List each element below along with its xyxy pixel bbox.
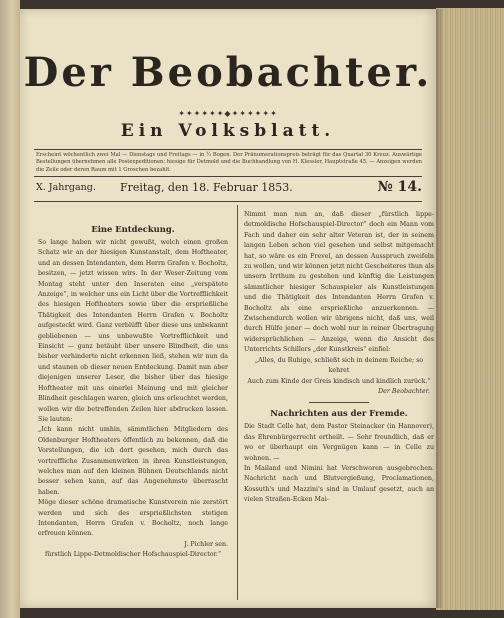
publication-info: Erscheint wöchentlich zwei Mal — Dienstags und Freitags — in ½ Bogen. Der Pränumerationspreis beträgt für das Quartal 30 Kreuz. Auswärtige Bestellungen übernehmen alle Postexpeditionen; hiesige für Detmold und die Buchhandlung von H. Klessler, Hauptstraße 45. — Anzeigen werden die Zeile oder deren Raum mit 1 Groschen bezahlt. [36,152,422,173]
dateline [36,179,422,197]
left-column [38,222,228,561]
masthead-ornament: ✦✦✦✦✦✦◆✦✦✦✦✦✦ [178,109,278,118]
quote-signature: J. Pichler sen. [184,540,228,548]
news-paragraph: Die Stadt Celle hat, dem Pastor Steinacker (in Hannover), das Ehrenbürgerrecht ertheilt. — Sehr freundlich, daß er wo er überhaupt ein Vergnügen kann — in Celle zu wohnen. — [244,423,434,462]
info-rule [34,176,422,177]
column-divider [237,205,238,600]
verse-line: „Alles, du Ruhige, schließt sich in deinem Reiche; so kehret [254,356,424,375]
gutter-shadow [436,9,444,608]
section-heading: Nachrichten aus der Fremde. [270,408,408,419]
article-paragraph: So lange haben wir nicht gewußt, welch einen großen Schatz wir an der hiesigen Kunstanstalt, dem Hoftheater, und an dessen Intendanten, dem Herrn Grafen v. Bocholtz, besitzen, — jetzt wissen wirs. In der Weser-Zeitung vom Montag steht unter den Inseraten eine „verspätete Anzeige“, in welcher uns ein Licht über die Vortrefflichkeit des hiesigen Hoftheaters sowie über die ersprießliche Thätigkeit des Intendanten Herrn Grafen v. Bocholtz aufgesteckt wird. Ganz verblüfft über diese uns unbekannt gebliebenen — uns unbewußte Vortrefflichkeit und Einsicht — ganz betäubt über unsere Blindheit, die uns bisher verhinderte nicht erkennen ließ, stehen wir nun da und staunen ob dieser neuen Entdeckung. Damit nun aber diejenigen unserer Leser, die bisher über das hiesige Hoftheater mit uns einerlei Meinung und mit gleicher Blindheit geschlagen waren, gleich uns erleuchtet werden, wollen wir die betreffenden Zeilen hier abdrucken lassen. Sie lauten: [38,239,228,423]
volume-label: X. Jahrgang. [36,182,96,193]
article-paragraph: Nimmt man nun an, daß dieser „fürstlich lippe-detmoldische Hofschauspiel-Director“ doch ein Mann vom Fach und daher ein sehr alter Veteran ist, der in seinem langen Leben schon viel gesehen und selbst mitgemacht hat, so wäre es ein Frevel, an dessen Ausspruch zweifeln zu wollen, und wir können jetzt nicht Gescheiteres thun als unsern Irrthum zu gestehen und künftig die Leistungen sämmtlicher hiesiger Schauspieler als Kunstleistungen und die Thätigkeit des Intendanten Herrn Grafen v. Bocholtz als eine ersprießliche anzuerkennen. — Zwischendurch wollen wir übrigens nicht, daß uns, weil durch Hülfe jener — doch wohl nur in reiner Übertragung widersprüchlichen — Anzeige, wenn die Ansicht des Unterrichts Schillers „der Kunstkreis“ einfiel: [244,211,434,354]
article-paragraph: Möge dieser schöne dramatische Kunstverein nie zerstört werden und sich des ersprießlichsten stetigen Intendanten, Herrn Grafen v. Bocholtz, noch lange erfreuen können. [38,499,228,538]
top-rule [34,149,422,150]
dateline-rule [34,201,422,202]
newspaper-page [20,9,436,608]
right-column [244,210,434,506]
left-binding [0,0,20,618]
quote-closing: fürstlich Lippe-Detmoldischer Hofschauspiel-Director.“ [44,551,222,559]
article-heading: Eine Entdeckung. [91,224,175,234]
masthead-title: Der Beobachter. [23,49,433,96]
article-signature: Der Beobachter. [378,387,430,395]
verse-line: Auch zum Kinde der Greis kindisch und kindlich zurück.“ [247,377,431,385]
issue-number: № 14. [377,179,422,195]
masthead-subtitle: Ein Volksblatt. [120,121,336,141]
issue-date: Freitag, den 18. Februar 1853. [120,181,293,194]
news-paragraph: In Mailand und Nimini hat Verschworen ausgebrochen. Nachricht nach und Blutvergießung, Proclamationen, Kossuth's und Mazzini's sind in Umlauf gesetzt, auch an vielen Straßen-Ecken Mai- [244,464,434,504]
page-stack-edge [436,8,504,610]
section-rule [309,402,369,403]
article-paragraph: „Ich kann nicht umhin, sämmtlichen Mitgliedern des Oldenburger Hoftheaters öffentlich zu bekennen, daß die Vorstellungen, die ich dort gesehen, mich durch das vortreffliche Zusammenwirken in ihren Kunstleistungen, welches man auf den kleinen Bühnen Deutschlands nicht besser sehen kann, auf das Angenehmste überrascht haben. [38,426,228,496]
